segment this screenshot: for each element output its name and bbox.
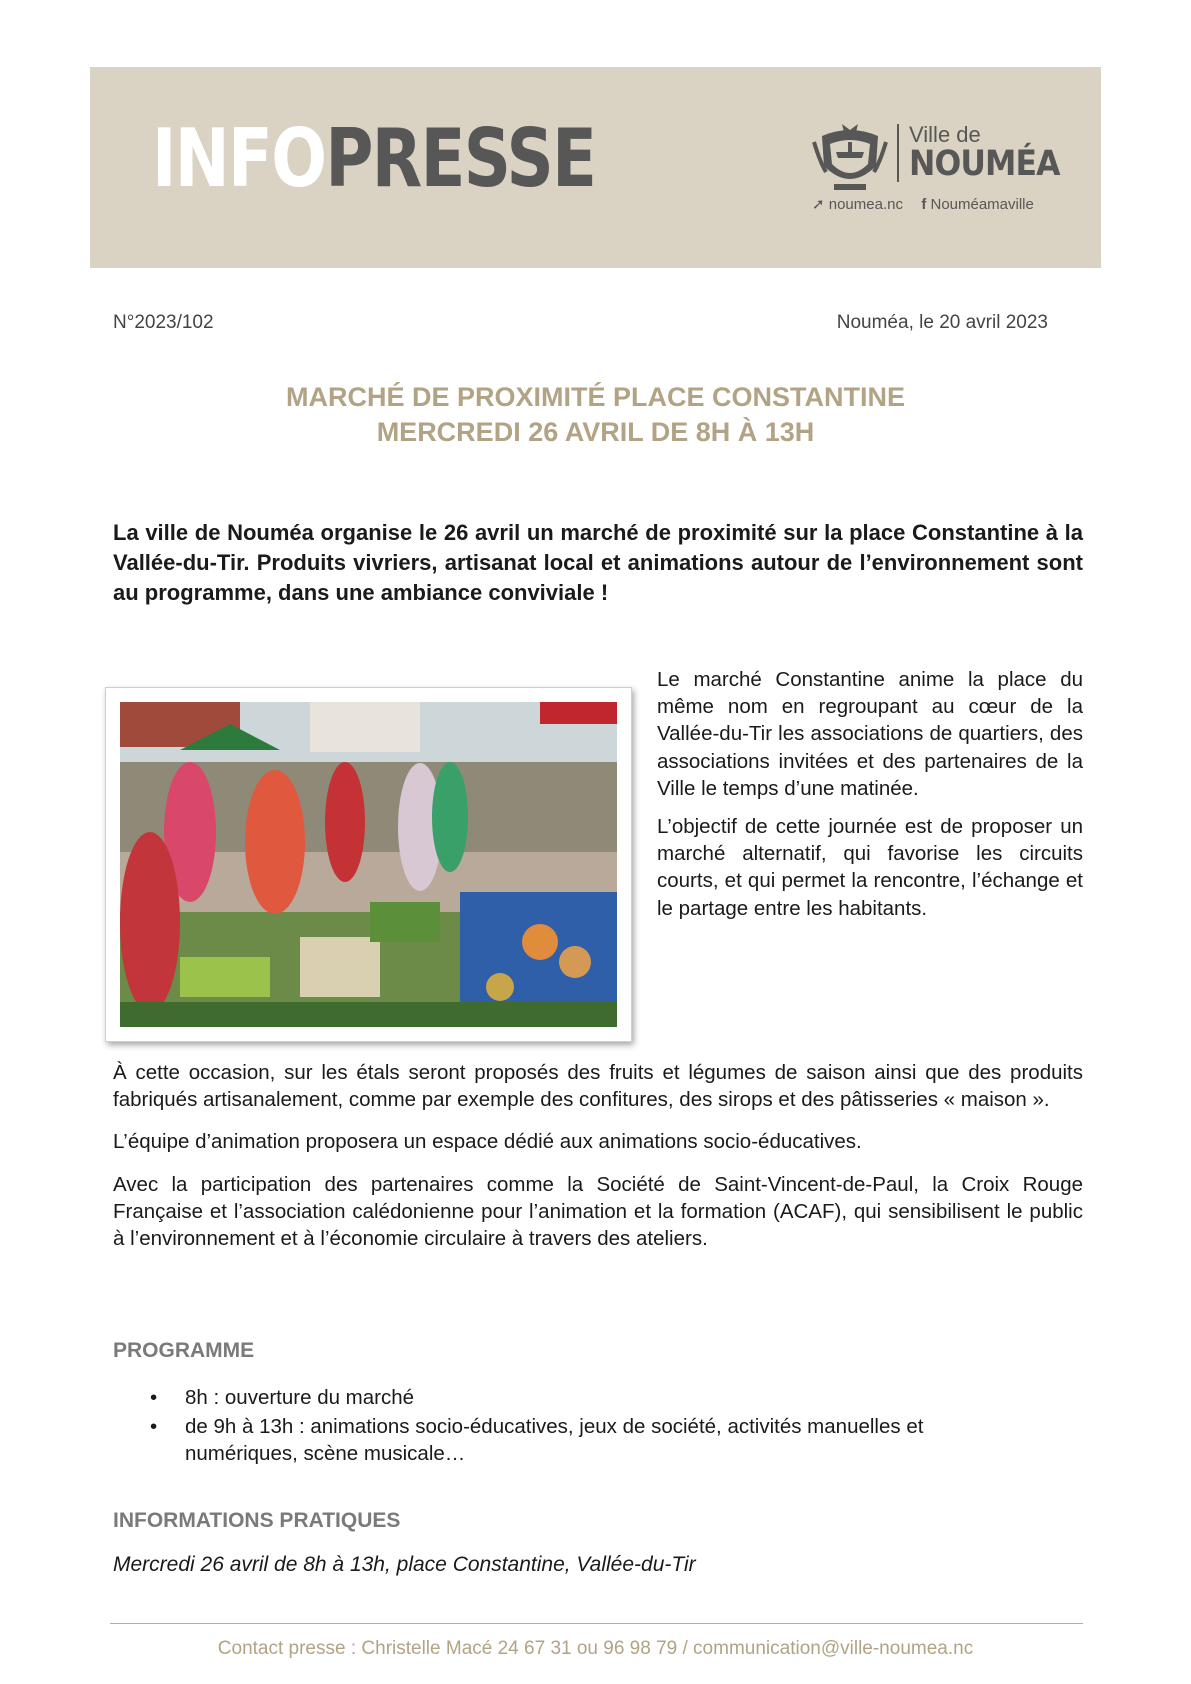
footer-divider — [110, 1623, 1083, 1624]
programme-list — [147, 1384, 1017, 1470]
market-photo-image — [120, 702, 617, 1027]
body-paragraph: À cette occasion, sur les étals seront proposés des fruits et légumes de saison ainsi que des produits fabriqués artisanalement, comme par exemple des confitures, des sirops et des pâtisseries « maison ». — [113, 1061, 1083, 1112]
header-banner — [90, 67, 1101, 268]
logo-divider — [897, 124, 899, 182]
lead-paragraph: La ville de Nouméa organise le 26 avril un marché de proximité sur la place Constantine à la Vallée-du-Tir. Produits vivriers, artisanat local et animations autour de l’environnement sont au programme, dans une ambiance conviviale ! — [113, 520, 1083, 605]
infopresse-title — [152, 112, 596, 205]
programme-item-text: de 9h à 13h : animations socio-éducatives, jeux de société, activités manuelles et numériques, scène musicale… — [185, 1415, 924, 1466]
list-item — [147, 1413, 1017, 1467]
website-link[interactable]: noumea.nc — [828, 196, 903, 213]
headline-line-1: MARCHÉ DE PROXIMITÉ PLACE CONSTANTINE — [285, 382, 906, 412]
social-link[interactable]: Nouméamaville — [930, 196, 1034, 213]
press-release-number: N°2023/102 — [113, 312, 214, 333]
ville-de-noumea-logo — [812, 122, 1060, 213]
title-presse-part: PRESSE — [325, 112, 596, 205]
programme-item-text: 8h : ouverture du marché — [185, 1386, 415, 1409]
body-text — [113, 1059, 1083, 1267]
side-paragraph: Le marché Constantine anime la place du même nom en regroupant au cœur de la Vallée-du-Tir les associations de quartiers, des associations invitées et des partenaires de la Ville le temps d’une matinée. — [657, 668, 1083, 800]
market-photo — [105, 687, 632, 1042]
side-column-text — [657, 666, 1083, 933]
title-info-part: INFO — [152, 112, 326, 205]
dateline: Nouméa, le 20 avril 2023 — [836, 312, 1048, 333]
list-item — [147, 1384, 1017, 1411]
logo-city-prefix: Ville de — [909, 122, 981, 147]
press-contact: Contact presse : Christelle Macé 24 67 31 ou 96 98 79 / communication@ville-noumea.nc — [217, 1638, 974, 1659]
bullet-icon: • — [150, 1415, 158, 1439]
logo-links — [812, 195, 1034, 213]
side-paragraph: L’objectif de cette journée est de proposer un marché alternatif, qui favorise les circuits courts, et qui permet la rencontre, l’échange et le partage entre les habitants. — [657, 815, 1083, 920]
headline-line-2: MERCREDI 26 AVRIL DE 8H À 13H — [376, 417, 815, 447]
practical-info-heading: INFORMATIONS PRATIQUES — [113, 1509, 401, 1532]
facebook-icon: f — [921, 196, 927, 213]
practical-info-text: Mercredi 26 avril de 8h à 13h, place Constantine, Vallée-du-Tir — [113, 1553, 696, 1576]
body-paragraph: Avec la participation des partenaires comme la Société de Saint-Vincent-de-Paul, la Croix Rouge Française et l’association calédonienne pour l’animation et la formation (ACAF), qui sensibilisent le public à l’environnement et à l’économie circulaire à travers des ateliers. — [113, 1172, 1083, 1251]
logo-city-name: NOUMÉA — [909, 144, 1060, 184]
body-paragraph: L’équipe d’animation proposera un espace dédié aux animations socio-éducatives. — [113, 1130, 862, 1154]
bullet-icon: • — [150, 1386, 158, 1409]
arrow-icon: ➚ — [812, 196, 825, 213]
programme-heading: PROGRAMME — [113, 1339, 255, 1362]
city-crest-icon — [812, 122, 888, 194]
